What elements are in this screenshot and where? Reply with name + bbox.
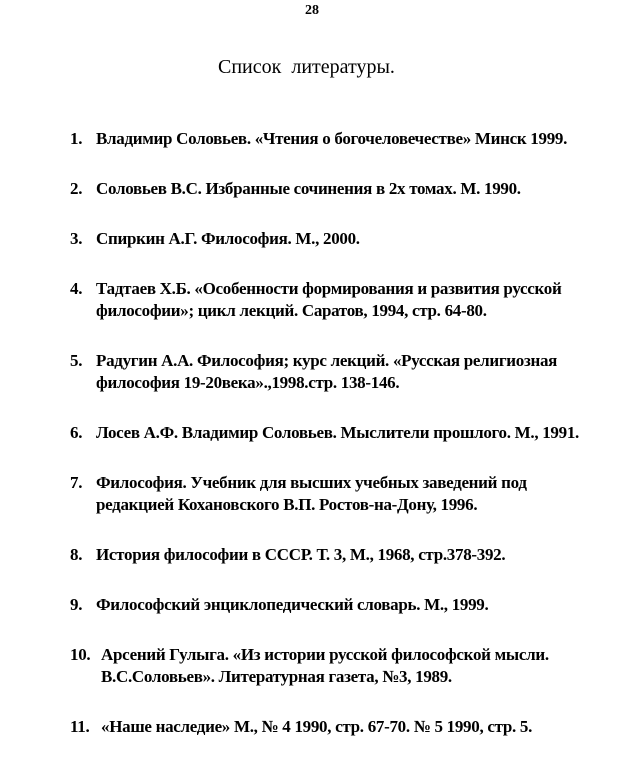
reference-number: 10. — [70, 645, 91, 664]
reference-number: 4. — [70, 279, 83, 298]
reference-item — [70, 228, 620, 250]
reference-number: 3. — [70, 229, 83, 248]
reference-text: Соловьев В.С. Избранные сочинения в 2х томах. М. 1990. — [96, 179, 521, 198]
reference-text: Спиркин А.Г. Философия. М., 2000. — [96, 229, 360, 248]
reference-text: «Наше наследие» М., № 4 1990, стр. 67-70. № 5 1990, стр. 5. — [101, 717, 533, 736]
reference-text: Тадтаев Х.Б. «Особенности формирования и развития русской — [96, 279, 562, 298]
page-title: Список литературы. — [218, 56, 395, 78]
page-number: 28 — [305, 3, 319, 18]
reference-text: философии»; цикл лекций. Саратов, 1994, стр. 64-80. — [96, 301, 487, 320]
reference-text: Владимир Соловьев. «Чтения о богочеловечестве» Минск 1999. — [96, 129, 568, 148]
reference-text: редакцией Кохановского В.П. Ростов-на-Дону, 1996. — [96, 495, 478, 514]
reference-number: 2. — [70, 179, 83, 198]
reference-text: История философии в СССР. Т. 3, М., 1968, стр.378-392. — [96, 545, 506, 564]
reference-item — [70, 594, 620, 616]
reference-number: 7. — [70, 473, 83, 492]
reference-item — [70, 716, 620, 738]
reference-text: Арсений Гулыга. «Из истории русской философской мысли. — [101, 645, 549, 664]
reference-text: Философский энциклопедический словарь. М., 1999. — [96, 595, 489, 614]
reference-number: 6. — [70, 423, 83, 442]
reference-item — [70, 472, 620, 516]
reference-number: 5. — [70, 351, 83, 370]
reference-item — [70, 128, 620, 150]
reference-text: Радугин А.А. Философия; курс лекций. «Русская религиозная — [96, 351, 558, 370]
reference-item — [70, 544, 620, 566]
reference-number: 1. — [70, 129, 83, 148]
reference-text: В.С.Соловьев». Литературная газета, №3, 1989. — [101, 667, 452, 686]
reference-number: 8. — [70, 545, 83, 564]
reference-text: Лосев А.Ф. Владимир Соловьев. Мыслители прошлого. М., 1991. — [96, 423, 579, 442]
reference-number: 9. — [70, 595, 83, 614]
reference-item — [70, 178, 620, 200]
reference-list — [70, 128, 620, 766]
reference-item — [70, 422, 620, 444]
reference-text: философия 19-20века».,1998.стр. 138-146. — [96, 373, 400, 392]
reference-item — [70, 644, 620, 688]
reference-item — [70, 278, 620, 322]
reference-item — [70, 350, 620, 394]
reference-text: Философия. Учебник для высших учебных заведений под — [96, 473, 527, 492]
reference-number: 11. — [70, 717, 90, 736]
